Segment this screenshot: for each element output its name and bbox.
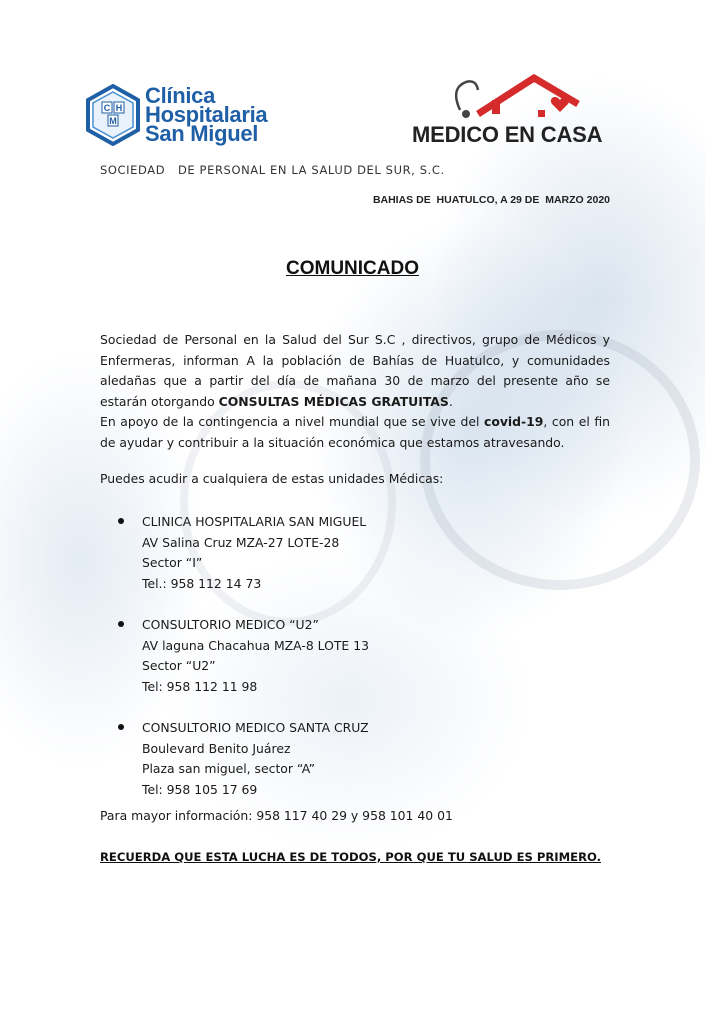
- more-info: Para mayor información: 958 117 40 29 y 958 101 40 01: [100, 808, 453, 823]
- document-title: COMUNICADO: [286, 258, 419, 279]
- unit-phone: Tel: 958 105 17 69: [142, 781, 258, 797]
- bullet-icon: [118, 724, 124, 730]
- house-roof-icon: [408, 70, 620, 130]
- unit-sector: Sector “U2”: [142, 658, 216, 673]
- unit-name: CLINICA HOSPITALARIA SAN MIGUEL: [142, 514, 367, 529]
- unit-address: Boulevard Benito Juárez: [142, 740, 291, 756]
- unit-phone: Tel: 958 112 11 98: [142, 678, 258, 694]
- unit-address: AV laguna Chacahua MZA-8 LOTE 13: [142, 637, 369, 653]
- unit-address: AV Salina Cruz MZA-27 LOTE-28: [142, 534, 340, 550]
- clinic-name-line: Clínica: [145, 83, 216, 108]
- bullet-icon: [118, 518, 124, 524]
- list-item: [118, 512, 598, 594]
- bullet-icon: [118, 621, 124, 627]
- brand-name: MEDICO EN CASA: [412, 122, 603, 147]
- body-text: , con el fin de ayudar y contribuir a la situación económica que estamos atravesando.: [100, 414, 610, 450]
- monogram-letter: C: [103, 103, 111, 113]
- list-item: [118, 615, 598, 697]
- unit-name: CONSULTORIO MEDICO SANTA CRUZ: [142, 720, 369, 735]
- clinica-hospitalaria-logo: [85, 84, 300, 146]
- medico-en-casa-logo: [408, 70, 620, 156]
- units-list: [118, 512, 598, 821]
- list-item: [118, 718, 598, 800]
- monogram-letter: H: [115, 103, 123, 113]
- society-name: SOCIEDAD DE PERSONAL EN LA SALUD DEL SUR, S.C.: [100, 163, 445, 177]
- clinic-name-line: Hospitalaria: [145, 102, 268, 127]
- unit-sector: Plaza san miguel, sector “A”: [142, 761, 316, 776]
- highlight-text: covid-19: [483, 414, 544, 429]
- body-paragraph: [100, 330, 610, 453]
- units-intro: Puedes acudir a cualquiera de estas unidades Médicas:: [100, 471, 444, 486]
- body-text: .: [448, 393, 453, 409]
- unit-phone: Tel.: 958 112 14 73: [142, 575, 262, 591]
- clinic-name-line: San Miguel: [145, 121, 259, 146]
- slogan: RECUERDA QUE ESTA LUCHA ES DE TODOS, POR QUE TU SALUD ES PRIMERO.: [100, 850, 601, 864]
- body-text: Sociedad de Personal en la Salud del Sur S.C , directivos, grupo de Médicos y Enfermeras, informan A la población de Bahías de Huatulco, y comunidades aledañas que a partir del día de mañana 30 de marzo del presente año se estarán otorgando: [100, 332, 610, 409]
- hexagon-logo-icon: [85, 84, 141, 146]
- date-line: BAHIAS DE HUATULCO, A 29 DE MARZO 2020: [372, 194, 610, 206]
- monogram-letter: M: [109, 116, 117, 126]
- body-text: En apoyo de la contingencia a nivel mundial que se vive del: [100, 414, 484, 429]
- highlight-text: CONSULTAS MÉDICAS GRATUITAS: [218, 393, 449, 409]
- clinic-name: [145, 83, 268, 146]
- unit-sector: Sector “I”: [142, 555, 203, 570]
- unit-name: CONSULTORIO MEDICO “U2”: [142, 617, 319, 632]
